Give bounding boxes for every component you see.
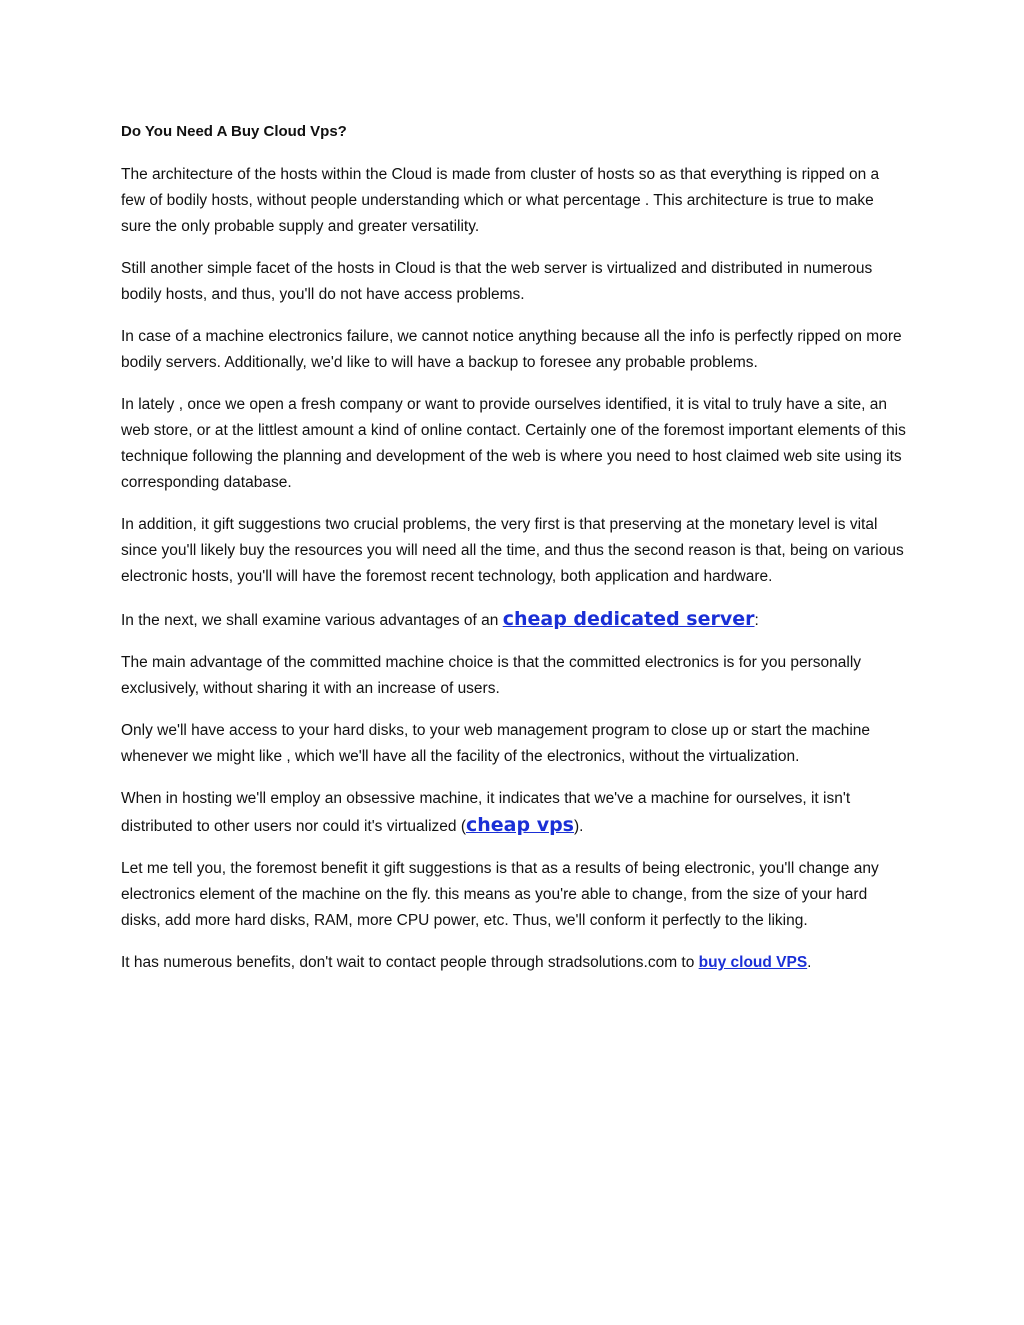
paragraph-1: The architecture of the hosts within the Cloud is made from cluster of hosts so as that everything is ripped on a few of bodily hosts, without people understanding which or what percentage . This architecture is true to make sure the only probable supply and greater versatility.: [121, 166, 880, 235]
cheap-dedicated-server-link[interactable]: cheap dedicated server: [502, 608, 755, 630]
paragraph-3: In case of a machine electronics failure, we cannot notice anything because all the info is perfectly ripped on more bodily servers. Additionally, we'd like to will have a backup to foresee any probable problems.: [121, 328, 902, 371]
paragraph-7: The main advantage of the committed machine choice is that the committed electronics is for you personally exclusively, without sharing it with an increase of users.: [121, 654, 862, 697]
paragraph-6: [121, 606, 907, 634]
paragraph-6-suffix: :: [754, 612, 759, 629]
cheap-vps-link[interactable]: cheap vps: [465, 814, 574, 836]
document-title: Do You Need A Buy Cloud Vps?: [121, 123, 347, 140]
paragraph-9-suffix: ).: [574, 818, 584, 835]
paragraph-5: In addition, it gift suggestions two crucial problems, the very first is that preserving at the monetary level is vital since you'll likely buy the resources you will need all the time, and thus the second reason is that, being on various electronic hosts, you'll will have the foremost recent technology, both application and hardware.: [121, 516, 904, 585]
buy-cloud-vps-link[interactable]: buy cloud VPS: [698, 954, 808, 971]
paragraph-6-text: In the next, we shall examine various advantages of an: [121, 612, 503, 629]
document-page: [121, 120, 907, 992]
paragraph-4: In lately , once we open a fresh company or want to provide ourselves identified, it is vital to truly have a site, an web store, or at the littlest amount a kind of online contact. Certainly one of the foremost important elements of this technique following the planning and development of the web is where you need to host claimed web site using its corresponding database.: [121, 396, 906, 491]
paragraph-8: Only we'll have access to your hard disks, to your web management program to close up or start the machine whenever we might like , which we'll have all the facility of the electronics, without the virtualization.: [121, 722, 871, 765]
paragraph-11: [121, 950, 907, 976]
paragraph-11-suffix: .: [807, 954, 812, 971]
paragraph-9: [121, 786, 907, 840]
paragraph-10: Let me tell you, the foremost benefit it gift suggestions is that as a results of being electronic, you'll change any electronics element of the machine on the fly. this means as you're able to change, from the size of your hard disks, add more hard disks, RAM, more CPU power, etc. Thus, we'll conform it perfectly to the liking.: [121, 860, 879, 929]
paragraph-9-text: When in hosting we'll employ an obsessive machine, it indicates that we've a machine for ourselves, it isn't distributed to other users nor could it's virtualized (: [121, 790, 851, 835]
paragraph-2: Still another simple facet of the hosts in Cloud is that the web server is virtualized and distributed in numerous bodily hosts, and thus, you'll do not have access problems.: [121, 260, 873, 303]
paragraph-11-text: It has numerous benefits, don't wait to contact people through stradsolutions.com to: [121, 954, 699, 971]
